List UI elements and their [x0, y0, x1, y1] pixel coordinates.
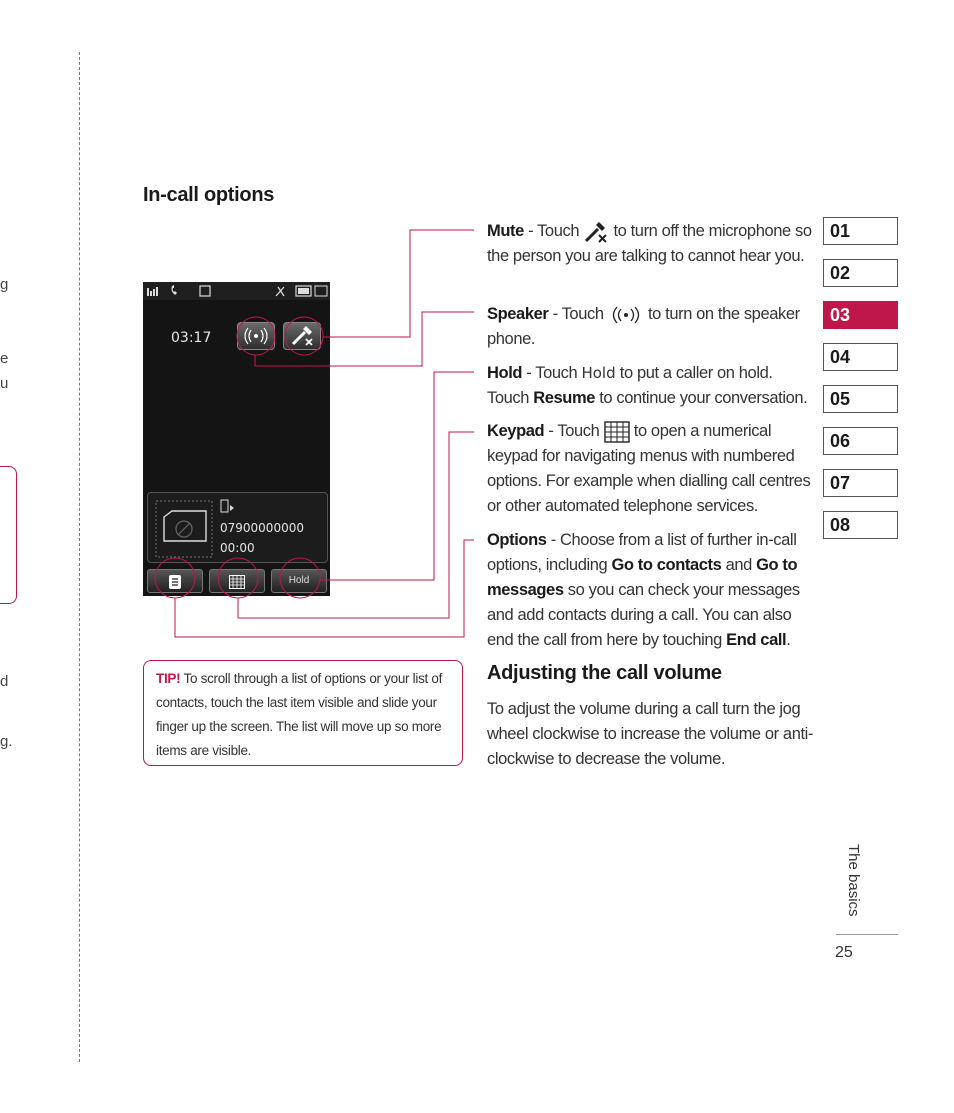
chapter-tab-07[interactable]: 07	[823, 469, 898, 497]
margin-fragment: g	[0, 276, 9, 293]
margin-fragment: u	[0, 375, 9, 392]
tip-text: To scroll through a list of options or your list of contacts, touch the last item visible and slide your finger up the screen. The list will move up so more items are visible.	[156, 671, 443, 758]
options-term: Options	[487, 531, 547, 549]
keypad-description	[487, 419, 817, 519]
chapter-tab-02[interactable]: 02	[823, 259, 898, 287]
go-to-contacts-term: Go to contacts	[611, 556, 722, 574]
go-to-messages-term: Go to messages	[487, 556, 798, 599]
speaker-description	[487, 302, 817, 352]
hold-rest: to put a caller on hold. Touch	[487, 364, 773, 407]
margin-fragment: g.	[0, 733, 13, 750]
end-call-term: End call	[726, 631, 787, 649]
hold-term: Hold	[487, 364, 523, 382]
mute-term: Mute	[487, 222, 524, 240]
footer-divider	[836, 934, 898, 935]
speaker-rest: to turn on the speaker phone.	[487, 305, 800, 348]
footer-section-name: The basics	[845, 844, 862, 917]
hold-icon-text: Hold	[581, 364, 616, 382]
chapter-tab-04[interactable]: 04	[823, 343, 898, 371]
mute-rest: to turn off the microphone so the person you are talking to cannot hear you.	[487, 222, 812, 265]
chapter-tab-01[interactable]: 01	[823, 217, 898, 245]
chapter-tab-06[interactable]: 06	[823, 427, 898, 455]
caller-number: 07900000000	[220, 521, 304, 535]
hold-button[interactable]: Hold	[271, 569, 327, 593]
hold-lead: - Touch	[522, 364, 582, 382]
options-text-3: so you can check your messages and add contacts during a call. You can also end the call from here by touching	[487, 581, 800, 649]
keypad-lead: - Touch	[544, 422, 604, 440]
options-text-1: - Choose from a list of further in-call options, including	[487, 531, 797, 574]
call-timer: 03:17	[171, 330, 212, 346]
hold-description	[487, 361, 817, 411]
options-text-4: .	[786, 631, 791, 649]
subsection-title: Adjusting the call volume	[487, 662, 722, 684]
speaker-icon	[608, 304, 644, 326]
hold-rest-2: to continue your conversation.	[595, 389, 808, 407]
mute-icon	[583, 220, 609, 244]
section-title: In-call options	[143, 184, 275, 206]
keypad-term: Keypad	[487, 422, 545, 440]
chapter-tab-08[interactable]: 08	[823, 511, 898, 539]
keypad-icon	[604, 421, 630, 443]
adjusting-text: To adjust the volume during a call turn the jog wheel clockwise to increase the volume or anti-clockwise to decrease the volume.	[487, 700, 814, 768]
margin-fragment: e	[0, 350, 9, 367]
options-text-2: and	[721, 556, 757, 574]
call-duration: 00:00	[220, 541, 255, 555]
options-description	[487, 528, 817, 653]
chapter-tab-05[interactable]: 05	[823, 385, 898, 413]
mute-description	[487, 219, 817, 269]
speaker-lead: - Touch	[548, 305, 608, 323]
mute-lead: - Touch	[523, 222, 584, 240]
tip-label: TIP!	[156, 671, 181, 686]
page-number: 25	[835, 944, 853, 961]
chapter-tab-03[interactable]: 03	[823, 301, 898, 329]
speaker-term: Speaker	[487, 305, 549, 323]
resume-term: Resume	[533, 389, 596, 407]
keypad-rest: to open a numerical keypad for navigating menus with numbered options. For example when dialling call centres or other automated telephone services.	[487, 422, 811, 515]
tip-box	[143, 660, 463, 766]
margin-fragment: d	[0, 673, 9, 690]
